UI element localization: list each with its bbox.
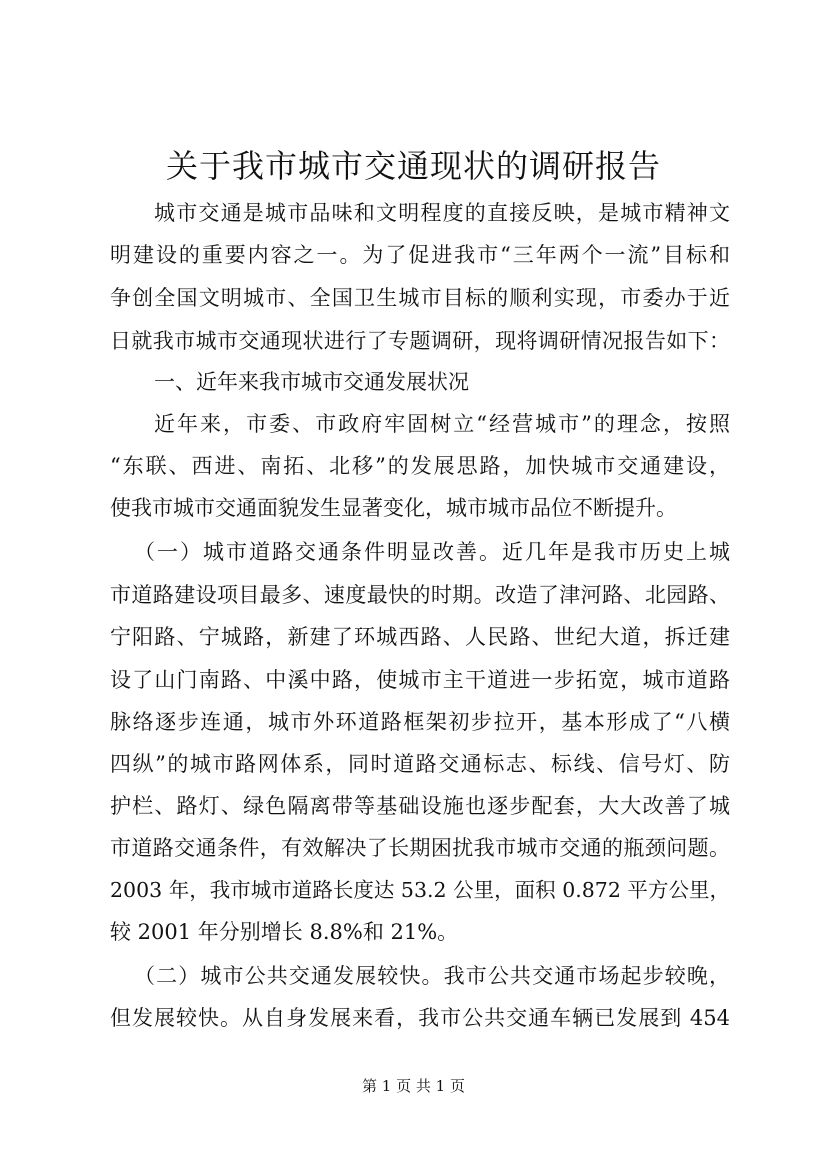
paragraph-line: 争创全国文明城市、全国卫生城市目标的顺利实现，市委办于近 bbox=[110, 286, 730, 310]
paragraph-line: 市道路交通条件，有效解决了长期困扰我市城市交通的瓶颈问题。 bbox=[110, 836, 730, 860]
paragraph-line: 设了山门南路、中溪中路，使城市主干道进一步拓宽，城市道路 bbox=[110, 668, 730, 692]
document-title: 关于我市城市交通现状的调研报告 bbox=[165, 147, 661, 185]
page-footer: 第 1 页 共 1 页 bbox=[362, 1077, 465, 1095]
paragraph-line: 使我市城市交通面貌发生显著变化，城市城市品位不断提升。 bbox=[110, 496, 677, 520]
paragraph-line: 明建设的重要内容之一。为了促进我市“三年两个一流”目标和 bbox=[110, 243, 730, 267]
paragraph-line: 护栏、路灯、绿色隔离带等基础设施也逐步配套，大大改善了城 bbox=[110, 794, 730, 818]
paragraph-line: 日就我市城市交通现状进行了专题调研，现将调研情况报告如下： bbox=[110, 329, 730, 353]
paragraph-line: 脉络逐步连通，城市外环道路框架初步拉开，基本形成了“八横 bbox=[110, 710, 730, 734]
paragraph-line: 较 2001 年分别增长 8.8%和 21%。 bbox=[110, 920, 459, 944]
paragraph-line: （一）城市道路交通条件明显改善。近几年是我市历史上城 bbox=[134, 540, 730, 564]
paragraph-line: 市道路建设项目最多、速度最快的时期。改造了津河路、北园路、 bbox=[110, 583, 730, 607]
paragraph-line: 2003 年，我市城市道路长度达 53.2 公里，面积 0.872 平方公里， bbox=[110, 878, 730, 902]
paragraph-line: 近年来，市委、市政府牢固树立“经营城市”的理念，按照 bbox=[154, 412, 730, 436]
paragraph-line: （二）城市公共交通发展较快。我市公共交通市场起步较晚， bbox=[134, 964, 730, 988]
section-heading: 一、近年来我市城市交通发展状况 bbox=[154, 370, 469, 394]
paragraph-line: 但发展较快。从自身发展来看，我市公共交通车辆已发展到 454 bbox=[110, 1006, 730, 1030]
paragraph-line: 宁阳路、宁城路，新建了环城西路、人民路、世纪大道，拆迁建 bbox=[110, 625, 730, 649]
paragraph-line: 四纵”的城市路网体系，同时道路交通标志、标线、信号灯、防 bbox=[110, 752, 730, 776]
paragraph-line: 城市交通是城市品味和文明程度的直接反映，是城市精神文 bbox=[154, 201, 730, 225]
paragraph-line: “东联、西进、南拓、北移”的发展思路，加快城市交通建设， bbox=[110, 454, 730, 478]
